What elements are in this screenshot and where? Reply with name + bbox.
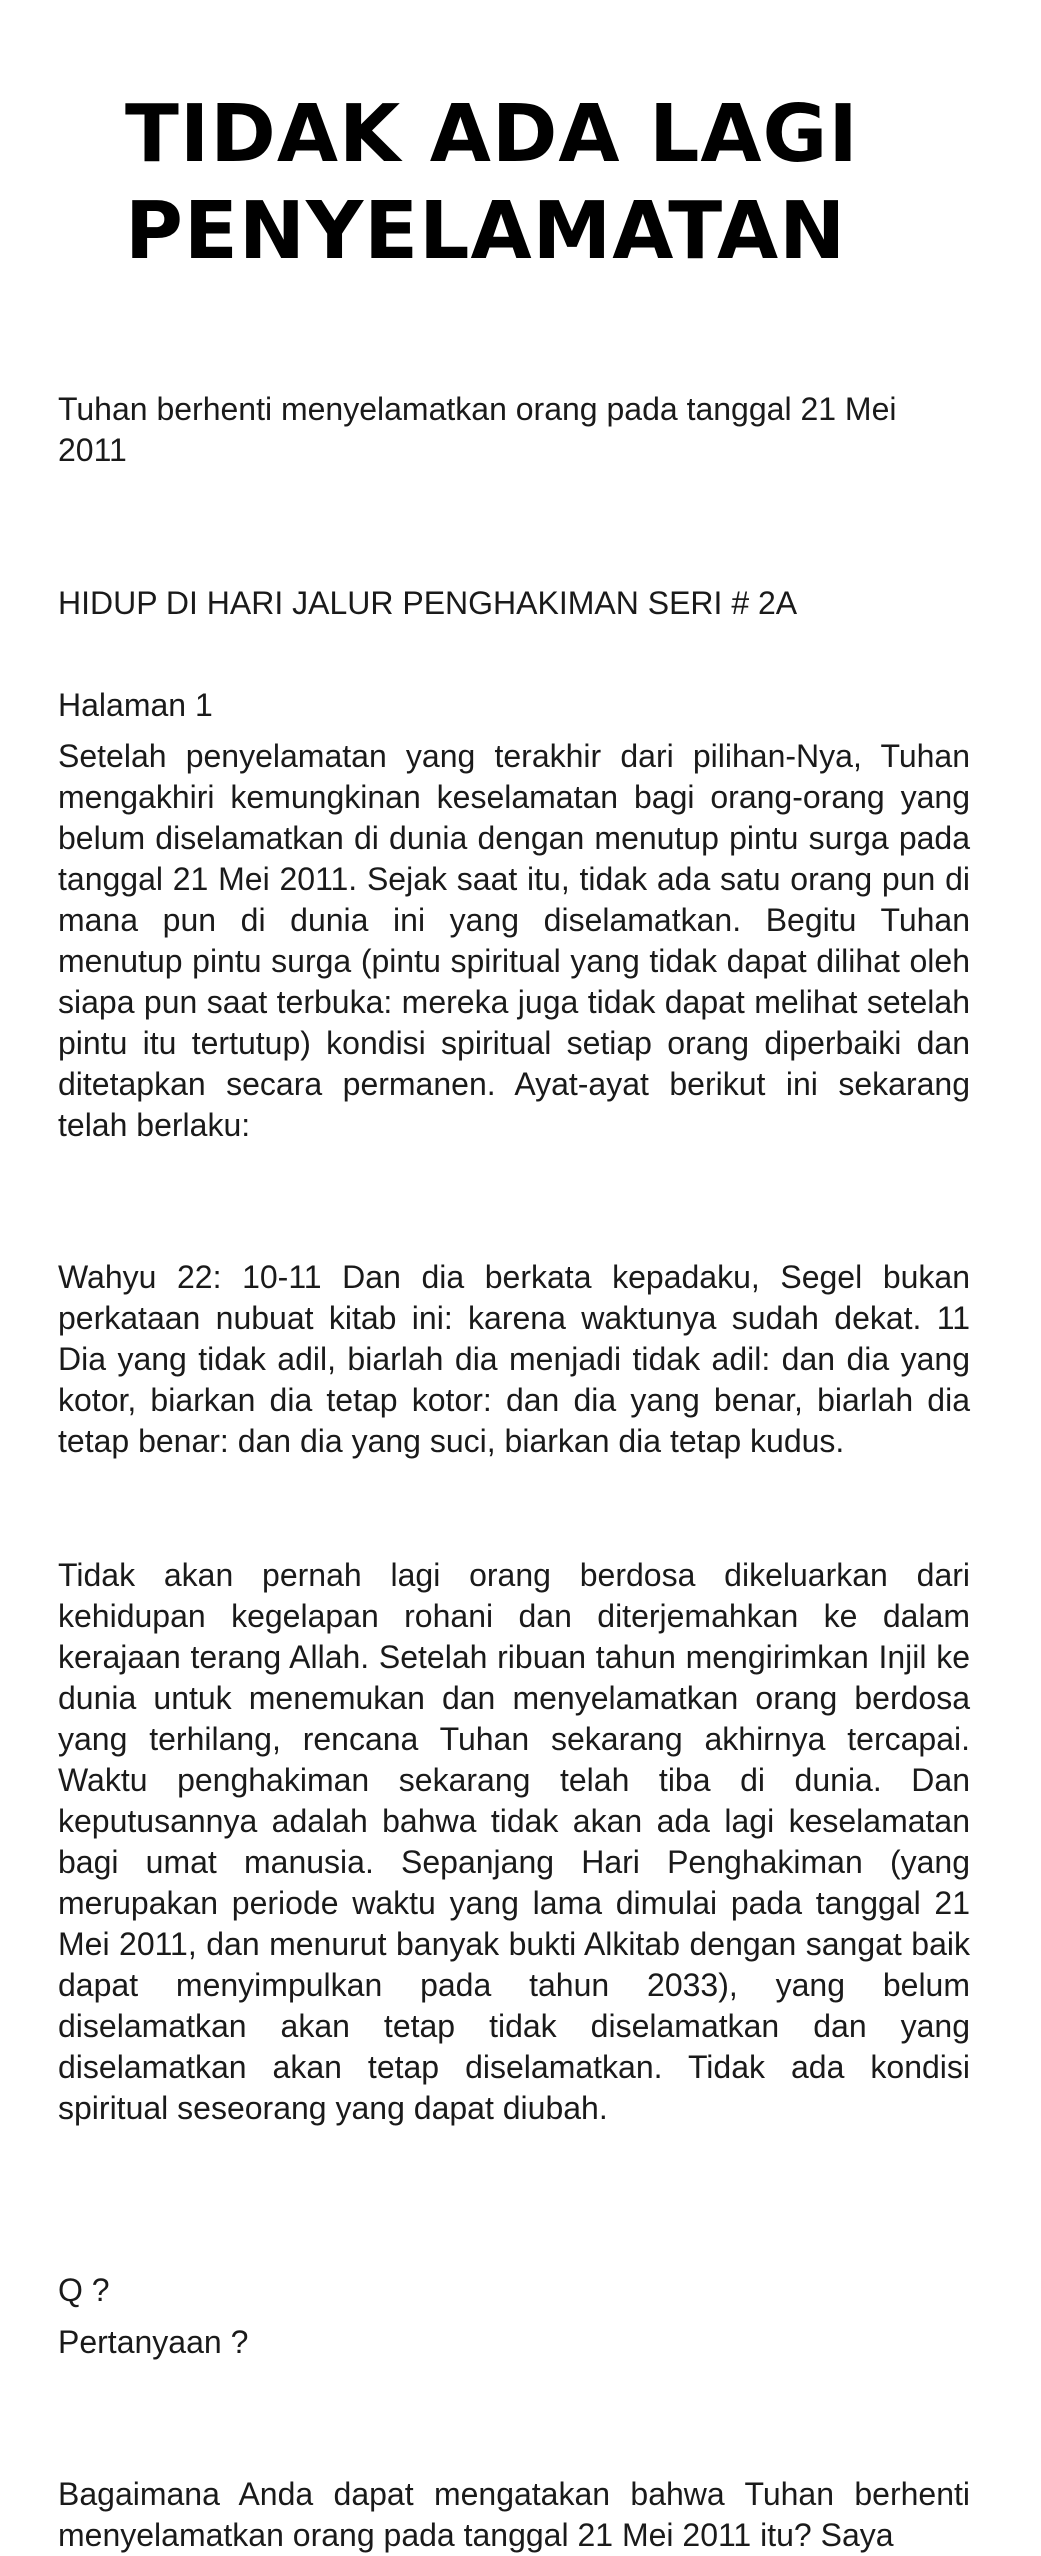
- question-label: Pertanyaan ?: [58, 2324, 249, 2360]
- series-label: HIDUP DI HARI JALUR PENGHAKIMAN SERI # 2A: [58, 585, 798, 621]
- paragraph-judgment: Tidak akan pernah lagi orang berdosa dikeluarkan dari kehidupan kegelapan rohani dan diterjemahkan ke dalam kerajaan terang Allah. Setelah ribuan tahun mengirimkan Injil ke dunia untuk menemukan dan menyelamatkan orang berdosa yang terhilang, rencana Tuhan sekarang akhirnya tercapai. Waktu penghakiman sekarang telah tiba di dunia. Dan keputusannya adalah bahwa tidak akan ada lagi keselamatan bagi umat manusia. Sepanjang Hari Penghakiman (yang merupakan periode waktu yang lama dimulai pada tanggal 21 Mei 2011, dan menurut banyak bukti Alkitab dengan sangat baik dapat menyimpulkan pada tahun 2033), yang belum diselamatkan akan tetap tidak diselamatkan dan yang diselamatkan akan tetap diselamatkan. Tidak ada kondisi spiritual seseorang yang dapat diubah.: [58, 1557, 970, 2126]
- paragraph-intro: Setelah penyelamatan yang terakhir dari pilihan-Nya, Tuhan mengakhiri kemungkinan keselamatan bagi orang-orang yang belum diselamatkan di dunia dengan menutup pintu surga pada tanggal 21 Mei 2011. Sejak saat itu, tidak ada satu orang pun di mana pun di dunia ini yang diselamatkan. Begitu Tuhan menutup pintu surga (pintu spiritual yang tidak dapat dilihat oleh siapa pun saat terbuka: mereka juga tidak dapat melihat setelah pintu itu tertutup) kondisi spiritual setiap orang diperbaiki dan ditetapkan secara permanen. Ayat-ayat berikut ini sekarang telah berlaku:: [58, 738, 970, 1143]
- paragraph-question: Bagaimana Anda dapat mengatakan bahwa Tuhan berhenti menyelamatkan orang pada tanggal 21 Mei 2011 itu? Saya: [58, 2476, 970, 2553]
- subtitle: Tuhan berhenti menyelamatkan orang pada tanggal 21 Mei 2011: [58, 391, 897, 468]
- q-label: Q ?: [58, 2272, 110, 2308]
- paragraph-scripture: Wahyu 22: 10-11 Dan dia berkata kepadaku, Segel bukan perkataan nubuat kitab ini: karena waktunya sudah dekat. 11 Dia yang tidak adil, biarlah dia menjadi tidak adil: dan dia yang kotor, biarkan dia tetap kotor: dan dia yang benar, biarlah dia tetap benar: dan dia yang suci, biarkan dia tetap kudus.: [58, 1259, 970, 1459]
- page-label: Halaman 1: [58, 687, 213, 723]
- page-title: TIDAK ADA LAGI PENYELAMATAN: [125, 88, 859, 277]
